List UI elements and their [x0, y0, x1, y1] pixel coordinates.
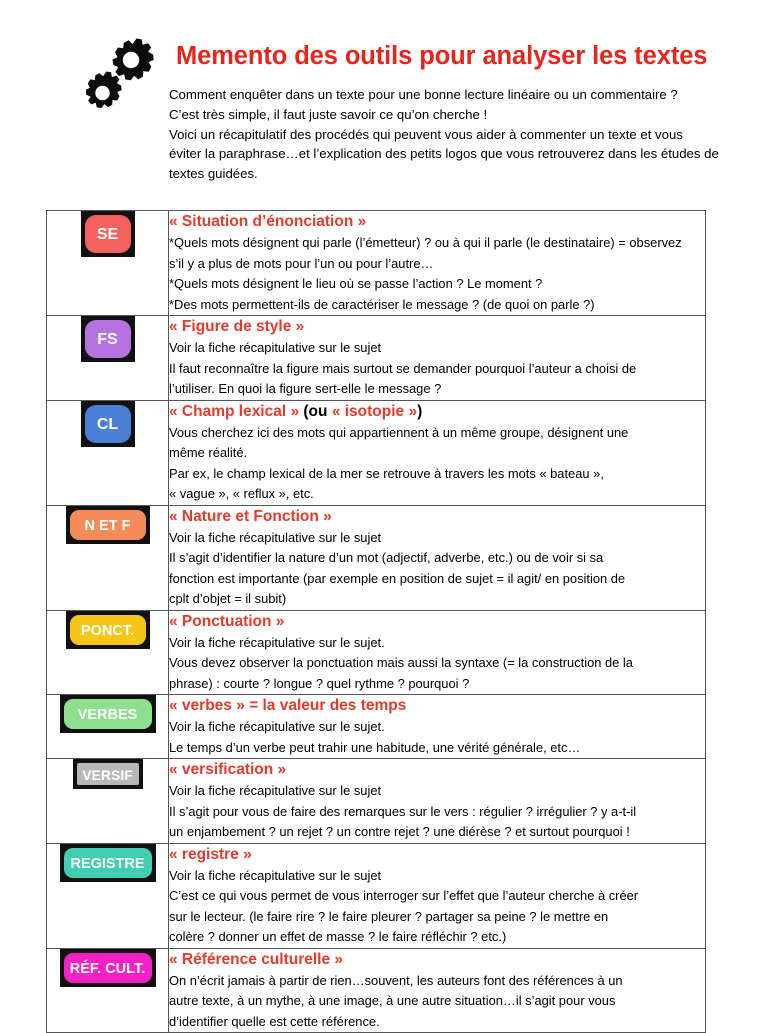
row-heading-alt: « isotopie » [331, 402, 418, 420]
badge-cell [47, 759, 169, 844]
row-heading-main: « Situation d’énonciation » [169, 213, 367, 230]
description-line: « vague », « reflux », etc. [169, 486, 314, 501]
intro-paragraph [169, 85, 729, 184]
badge-versif: VERSIF [77, 763, 139, 785]
description-cell [169, 211, 706, 316]
memento-table [46, 210, 706, 1033]
description-line: C’est ce qui vous permet de vous interroger sur l’effet que l’auteur cherche à créer [169, 888, 639, 903]
row-heading [169, 506, 705, 527]
description-line: Il s’agit d’identifier la nature d’un mot (adjectif, adverbe, etc.) ou de voir si sa [169, 550, 604, 565]
description-line: Par ex, le champ lexical de la mer se retrouve à travers les mots « bateau », [169, 465, 604, 481]
badge-r-f-cult: RÉF. CULT. [64, 953, 152, 983]
badge-frame [60, 695, 156, 733]
description-line: fonction est importante (par exemple en position de sujet = il agit/ en position de [169, 570, 626, 586]
row-heading [169, 844, 705, 865]
badge-cell [47, 695, 169, 759]
row-description [169, 781, 705, 843]
description-cell [169, 505, 706, 610]
row-description [169, 866, 705, 948]
badge-se: SE [85, 215, 131, 253]
description-cell [169, 843, 706, 948]
badge-frame [73, 759, 143, 789]
description-line: s’il y a plus de mots pour l’un ou pour l’autre… [169, 255, 434, 271]
badge-verbes: VERBES [64, 699, 152, 729]
badge-frame [66, 611, 150, 649]
badge-ponct: PONCT. [70, 615, 146, 645]
description-line: Voir la fiche récapitulative sur le sujet [169, 867, 382, 883]
table-row [47, 695, 706, 759]
description-line: colère ? donner un effet de masse ? le faire réfléchir ? etc.) [169, 929, 507, 944]
description-line: Vous devez observer la ponctuation mais aussi la syntaxe (= la construction de la [169, 655, 633, 670]
badge-cl: CL [85, 405, 131, 443]
row-description [169, 633, 705, 695]
badge-n-et-f: N ET F [70, 510, 146, 540]
table-row [47, 759, 706, 844]
page-title: Memento des outils pour analyser les textes [176, 42, 708, 70]
description-line: d’identifier quelle est cette référence. [169, 1013, 380, 1029]
description-line: l’utiliser. En quoi la figure sert-elle le message ? [169, 381, 442, 396]
description-cell [169, 610, 706, 695]
description-line: autre texte, à un mythe, à une image, à une autre situation…il s’agit pour vous [169, 993, 616, 1008]
description-line: Il faut reconnaître la figure mais surtout se demander pourquoi l’auteur a choisi de [169, 360, 637, 376]
row-description [169, 233, 705, 315]
description-cell [169, 759, 706, 844]
row-heading [169, 211, 705, 232]
badge-cell [47, 948, 169, 1033]
intro-line: C’est très simple, il faut juste savoir ce qu’on cherche ! [169, 106, 488, 122]
badge-fs: FS [85, 320, 131, 358]
table-row [47, 843, 706, 948]
badge-frame [60, 844, 156, 882]
row-heading [169, 695, 705, 716]
row-heading-main: « Ponctuation » [169, 612, 285, 630]
description-line: cplt d’objet = il subit) [169, 591, 287, 606]
badge-frame [81, 211, 135, 257]
badge-registre: REGISTRE [64, 848, 152, 878]
row-heading-main: « Référence culturelle » [169, 950, 344, 968]
badge-frame [60, 949, 156, 987]
table-row [47, 505, 706, 610]
row-heading-connector: (ou [299, 402, 332, 420]
description-line: *Des mots permettent-ils de caractériser le message ? (de quoi on parle ?) [169, 296, 595, 312]
description-line: même réalité. [169, 445, 248, 460]
gears-icon [86, 30, 170, 114]
row-description [169, 717, 705, 758]
row-heading-main: « Nature et Fonction » [169, 507, 332, 525]
row-heading [169, 316, 705, 337]
row-description [169, 338, 705, 400]
description-line: Voir la fiche récapitulative sur le sujet [169, 340, 382, 355]
row-heading-main: « Figure de style » [169, 318, 305, 335]
row-heading-main: « Champ lexical » [169, 402, 300, 420]
description-line: Le temps d’un verbe peut trahir une habitude, une vérité générale, etc… [169, 739, 581, 755]
row-description [169, 528, 705, 610]
description-cell [169, 400, 706, 505]
description-line: On n’écrit jamais à partir de rien…souvent, les auteurs font des références à un [169, 972, 623, 988]
intro-line: textes guidées. [169, 166, 258, 182]
description-line: Voir la fiche récapitulative sur le sujet. [169, 634, 385, 650]
row-heading [169, 611, 705, 632]
badge-cell [47, 316, 169, 401]
row-heading-main: « versification » [169, 761, 287, 778]
description-line: Voir la fiche récapitulative sur le sujet. [169, 719, 385, 734]
description-line: *Quels mots désignent qui parle (l’émetteur) ? ou à qui il parle (le destinataire) = observez [169, 235, 682, 250]
description-cell [169, 695, 706, 759]
description-line: Vous cherchez ici des mots qui appartiennent à un même groupe, désignent une [169, 424, 629, 440]
description-line: phrase) : courte ? longue ? quel rythme ? pourquoi ? [169, 675, 470, 691]
description-cell [169, 948, 706, 1033]
description-line: Voir la fiche récapitulative sur le sujet [169, 529, 382, 545]
row-heading-tail: ) [417, 402, 423, 420]
badge-cell [47, 843, 169, 948]
badge-cell [47, 610, 169, 695]
intro-line: Voici un récapitulatif des procédés qui peuvent vous aider à commenter un texte et vous [169, 126, 683, 142]
badge-frame [81, 401, 135, 447]
badge-frame [66, 506, 150, 544]
row-heading [169, 949, 705, 970]
description-line: Il s’agit pour vous de faire des remarques sur le vers : régulier ? irrégulier ? y a-t-il [169, 803, 637, 819]
description-line: *Quels mots désignent le lieu où se passe l’action ? Le moment ? [169, 276, 543, 291]
row-heading [169, 759, 705, 780]
table-row [47, 400, 706, 505]
table-row [47, 316, 706, 401]
table-row [47, 610, 706, 695]
document-header [0, 0, 768, 200]
badge-frame [81, 316, 135, 362]
row-heading-main: « verbes » = la valeur des temps [169, 697, 407, 714]
description-line: un enjambement ? un rejet ? un contre rejet ? une diérèse ? et surtout pourquoi ! [169, 824, 630, 839]
table-row [47, 948, 706, 1033]
intro-line: éviter la paraphrase…et l’explication des petits logos que vous retrouverez dans les études de [169, 146, 719, 162]
description-line: Voir la fiche récapitulative sur le sujet [169, 783, 382, 798]
intro-line: Comment enquêter dans un texte pour une bonne lecture linéaire ou un commentaire ? [169, 87, 678, 102]
badge-cell [47, 211, 169, 316]
row-heading-main: « registre » [169, 845, 252, 863]
row-description [169, 423, 705, 505]
row-heading [169, 401, 705, 422]
badge-cell [47, 505, 169, 610]
badge-cell [47, 400, 169, 505]
description-line: sur le lecteur. (le faire rire ? le faire pleurer ? partager sa peine ? le mettre en [169, 908, 609, 924]
row-description [169, 971, 705, 1033]
description-cell [169, 316, 706, 401]
table-row [47, 211, 706, 316]
